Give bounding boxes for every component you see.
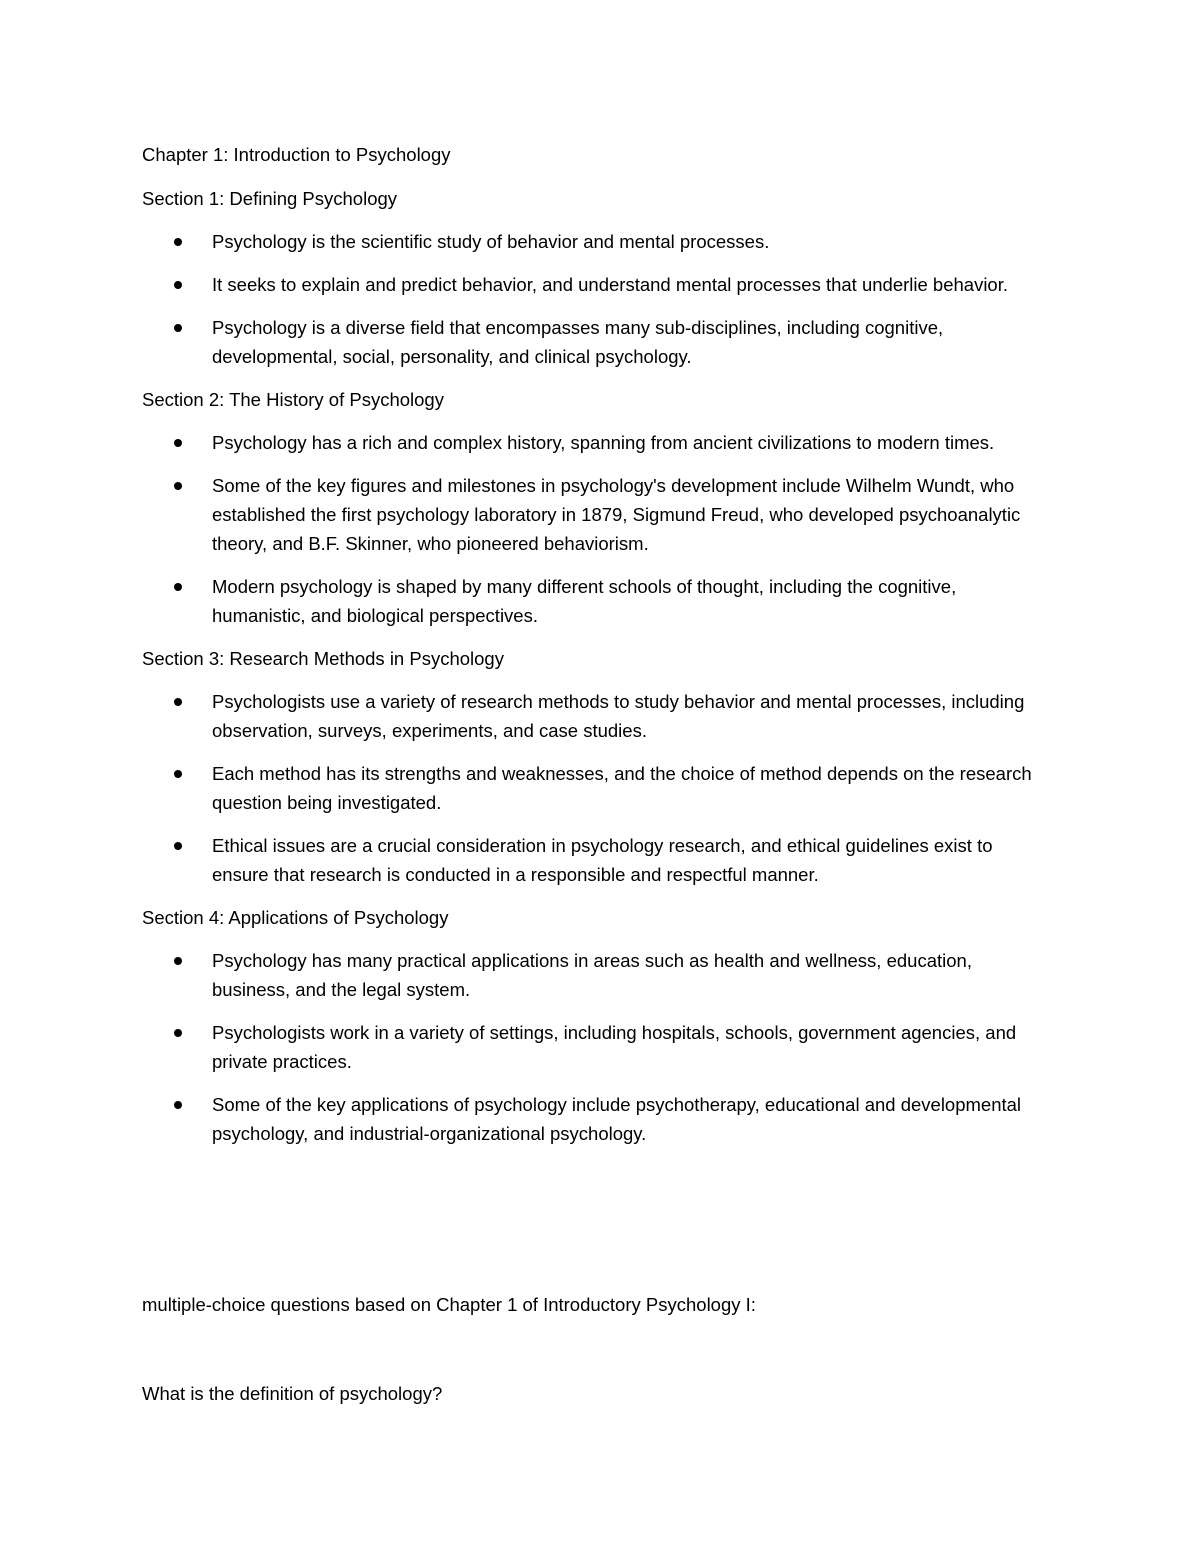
list-item-text: Psychology has many practical applications in areas such as health and wellness, education, business, and the legal system.	[212, 950, 972, 1000]
section-title: Section 4: Applications of Psychology	[142, 907, 449, 928]
list-item-text: Psychology has a rich and complex history, spanning from ancient civilizations to modern times.	[212, 432, 995, 453]
section-title: Section 1: Defining Psychology	[142, 188, 398, 209]
question-text: What is the definition of psychology?	[142, 1383, 443, 1404]
bullet-icon	[174, 770, 182, 778]
list-item	[142, 227, 1052, 256]
list-item	[142, 946, 1052, 1004]
list-item	[142, 471, 1052, 558]
list-item	[142, 313, 1052, 371]
list-item-text: Psychologists use a variety of research methods to study behavior and mental processes, including observation, surveys, experiments, and case studies.	[212, 691, 1025, 741]
list-item	[142, 687, 1052, 745]
list-item-text: Some of the key figures and milestones in psychology's development include Wilhelm Wundt, who established the first psychology laboratory in 1879, Sigmund Freud, who developed psychoanalytic theory, and B.F. Skinner, who pioneered behaviorism.	[212, 475, 1021, 554]
list-item-text: Ethical issues are a crucial consideration in psychology research, and ethical guidelines exist to ensure that research is conducted in a responsible and respectful manner.	[212, 835, 993, 885]
section-3	[142, 644, 1052, 889]
bullet-icon	[174, 583, 182, 591]
list-item	[142, 270, 1052, 299]
bullet-icon	[174, 482, 182, 490]
list-item-text: It seeks to explain and predict behavior, and understand mental processes that underlie behavior.	[212, 274, 1009, 295]
bullet-icon	[174, 324, 182, 332]
bullet-icon	[174, 1029, 182, 1037]
bullet-list	[142, 428, 1052, 630]
list-item-text: Psychologists work in a variety of settings, including hospitals, schools, government agencies, and private practices.	[212, 1022, 1017, 1072]
list-item-text: Modern psychology is shaped by many different schools of thought, including the cognitive, humanistic, and biological perspectives.	[212, 576, 957, 626]
bullet-icon	[174, 439, 182, 447]
list-item	[142, 759, 1052, 817]
list-item	[142, 572, 1052, 630]
list-item	[142, 1018, 1052, 1076]
document-body	[142, 140, 1052, 1162]
list-item-text: Each method has its strengths and weaknesses, and the choice of method depends on the research question being investigated.	[212, 763, 1032, 813]
list-item-text: Psychology is the scientific study of behavior and mental processes.	[212, 231, 770, 252]
chapter-title: Chapter 1: Introduction to Psychology	[142, 144, 451, 165]
mcq-intro: multiple-choice questions based on Chapter 1 of Introductory Psychology I:	[142, 1294, 756, 1315]
bullet-icon	[174, 957, 182, 965]
list-item-text: Psychology is a diverse field that encompasses many sub-disciplines, including cognitive, developmental, social, personality, and clinical psychology.	[212, 317, 944, 367]
bullet-icon	[174, 281, 182, 289]
bullet-list	[142, 687, 1052, 889]
list-item	[142, 428, 1052, 457]
bullet-list	[142, 227, 1052, 371]
bullet-list	[142, 946, 1052, 1148]
section-2	[142, 385, 1052, 630]
bullet-icon	[174, 1101, 182, 1109]
bullet-icon	[174, 238, 182, 246]
list-item-text: Some of the key applications of psychology include psychotherapy, educational and developmental psychology, and industrial-organizational psychology.	[212, 1094, 1022, 1144]
section-4	[142, 903, 1052, 1148]
bullet-icon	[174, 698, 182, 706]
section-title: Section 3: Research Methods in Psychology	[142, 648, 504, 669]
list-item	[142, 1090, 1052, 1148]
section-title: Section 2: The History of Psychology	[142, 389, 444, 410]
section-1	[142, 184, 1052, 371]
bullet-icon	[174, 842, 182, 850]
list-item	[142, 831, 1052, 889]
